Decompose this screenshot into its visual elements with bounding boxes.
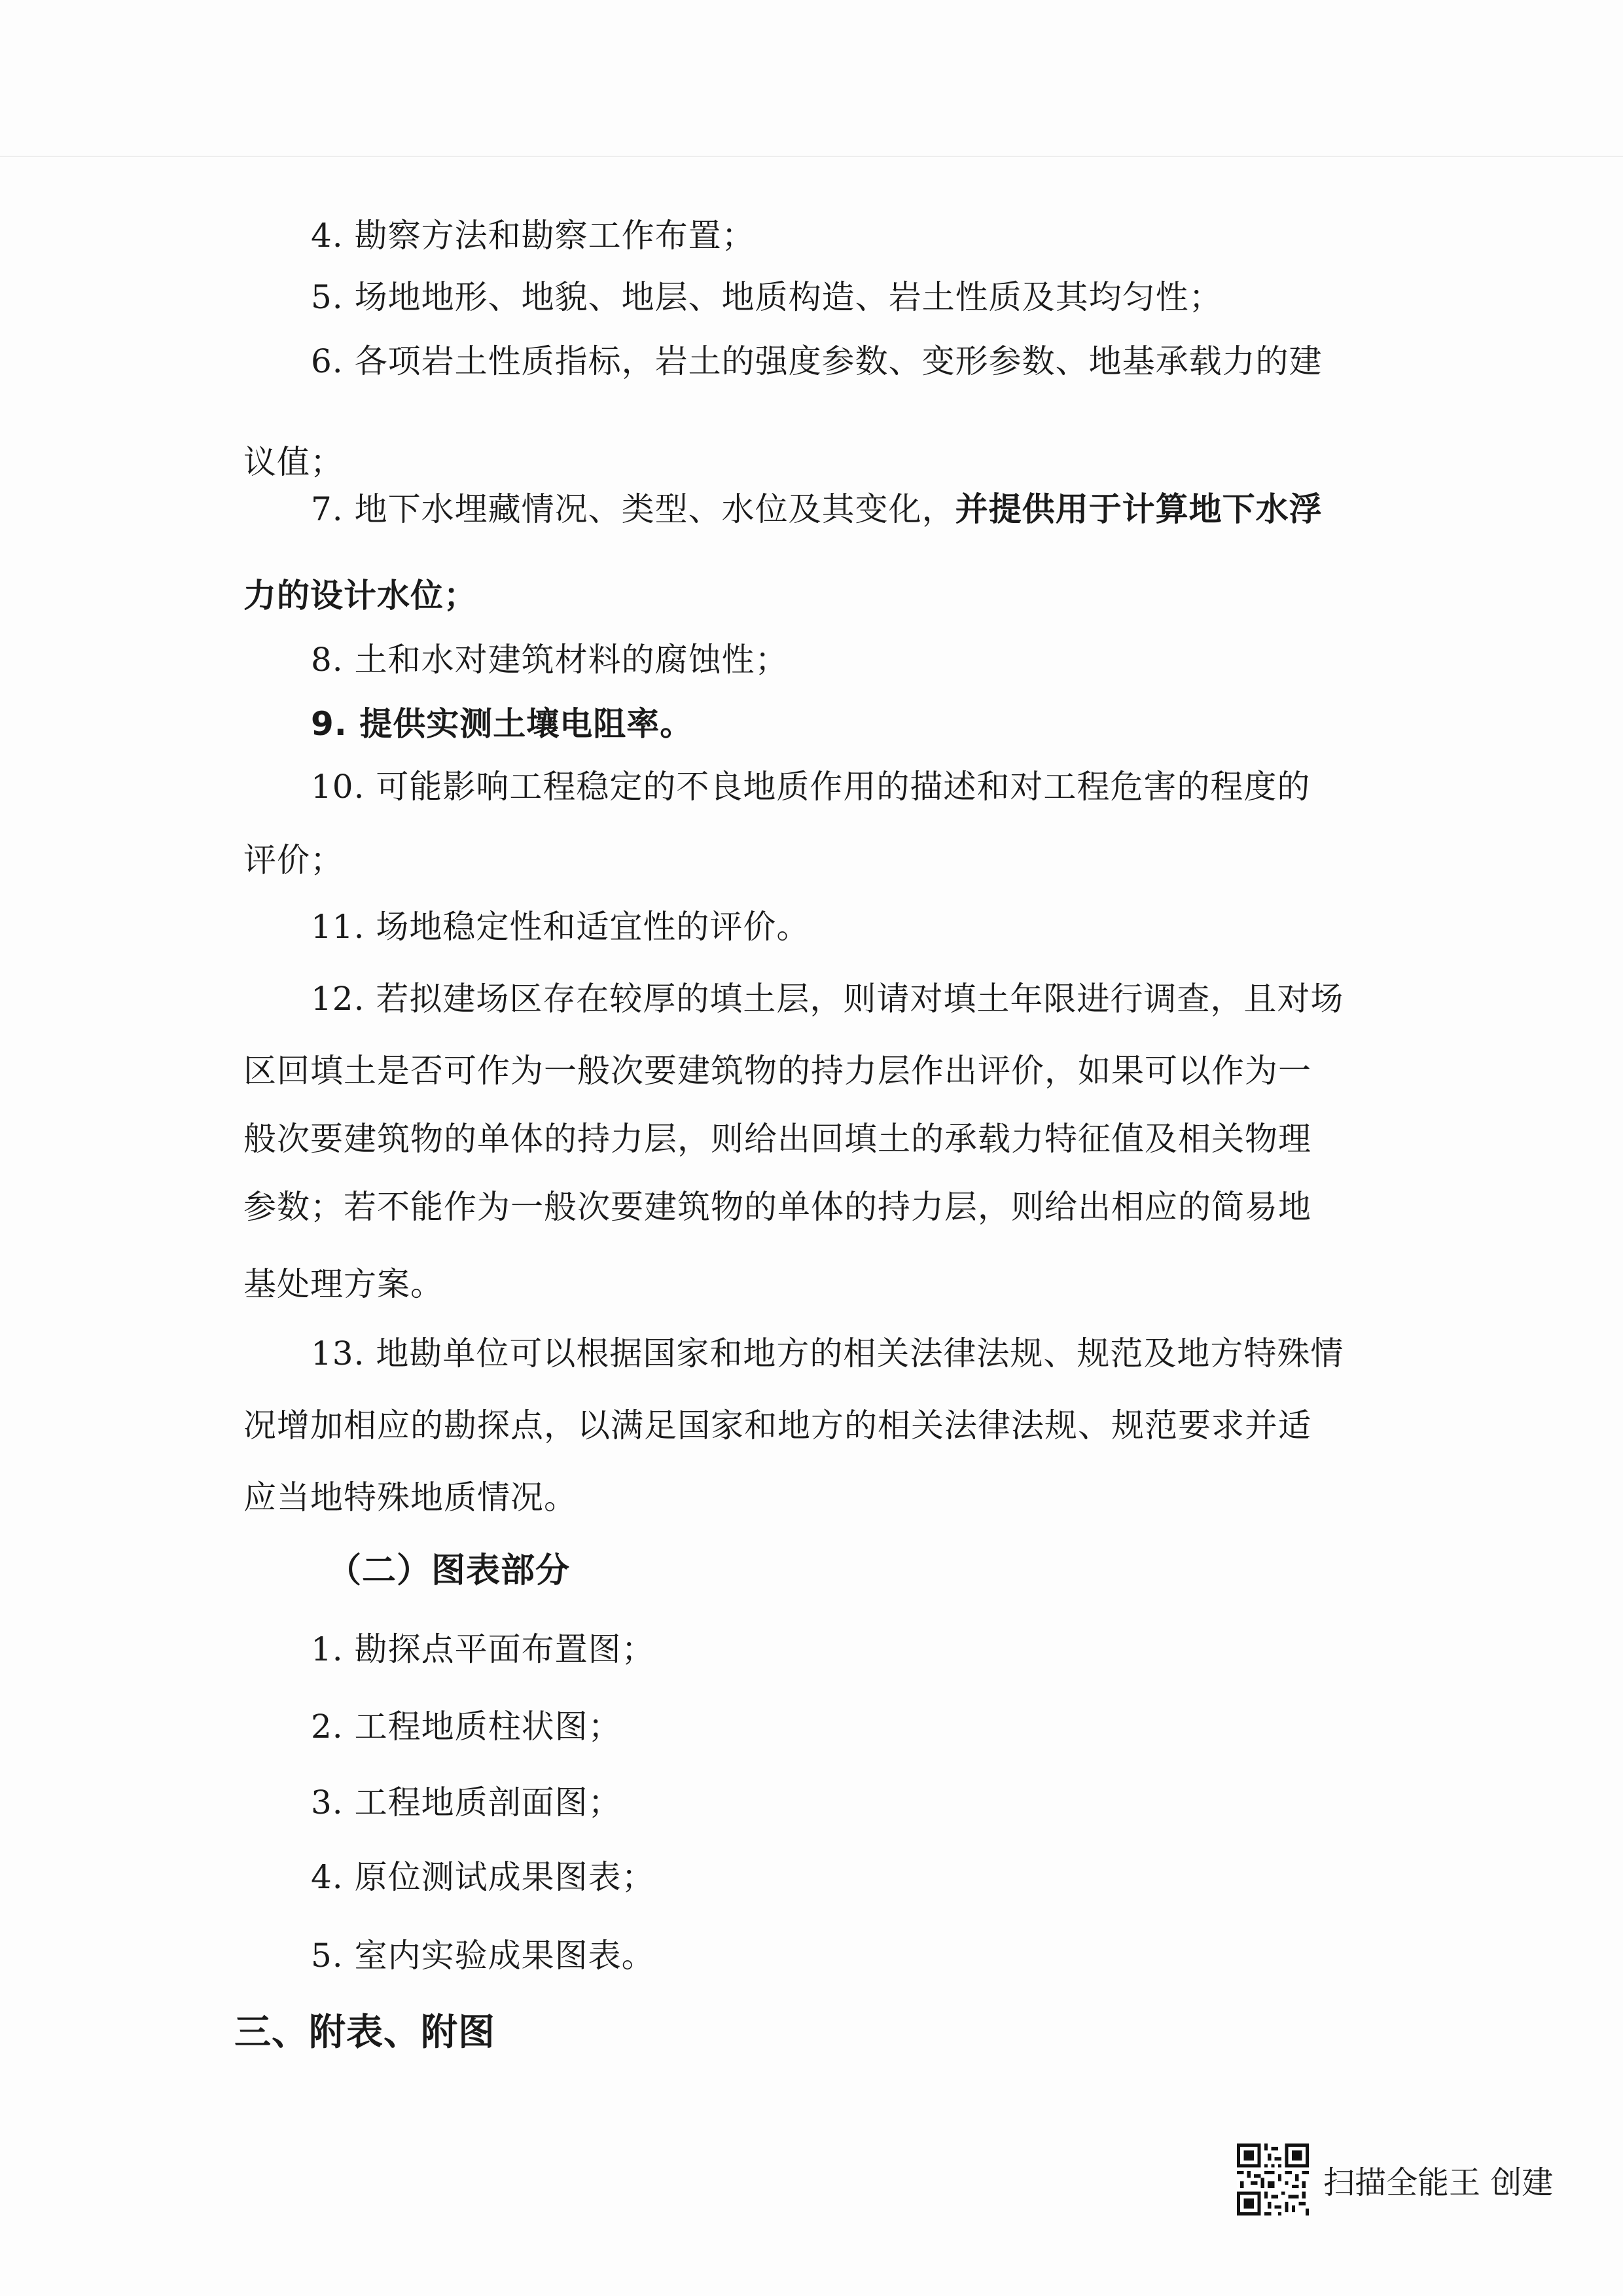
list-item: 10. 可能影响工程稳定的不良地质作用的描述和对工程危害的程度的: [311, 768, 1311, 806]
scan-edge-divider: [0, 156, 1623, 157]
list-item: 5. 室内实验成果图表。: [311, 1937, 655, 1975]
list-item: 6. 各项岩土性质指标，岩土的强度参数、变形参数、地基承载力的建: [311, 342, 1323, 380]
list-item-continuation: 基处理方案。: [243, 1265, 444, 1303]
list-item: 4. 原位测试成果图表；: [311, 1858, 655, 1896]
list-item: 4. 勘察方法和勘察工作布置；: [311, 217, 755, 255]
qr-code-icon: [1237, 2144, 1309, 2215]
list-item-bold-text: 并提供用于计算地下水浮: [955, 490, 1323, 528]
list-item: 5. 场地地形、地貌、地层、地质构造、岩土性质及其均匀性；: [311, 278, 1222, 316]
list-item: 2. 工程地质柱状图；: [311, 1708, 622, 1746]
list-item: 8. 土和水对建筑材料的腐蚀性；: [311, 641, 789, 679]
list-item-continuation: 评价；: [243, 841, 344, 879]
list-item-continuation: 议值；: [243, 443, 344, 481]
list-item-continuation: 区回填土是否可作为一般次要建筑物的持力层作出评价，如果可以作为一: [243, 1052, 1311, 1090]
section-subheading: （二）图表部分: [327, 1551, 571, 1590]
list-item: 11. 场地稳定性和适宜性的评价。: [311, 908, 810, 946]
list-item: 12. 若拟建场区存在较厚的填土层，则请对填土年限进行调查，且对场: [311, 980, 1344, 1018]
list-item-continuation: 况增加相应的勘探点，以满足国家和地方的相关法律法规、规范要求并适: [243, 1407, 1311, 1444]
list-item-text: 7. 地下水埋藏情况、类型、水位及其变化，: [311, 490, 955, 528]
list-item-continuation: 力的设计水位；: [243, 577, 477, 615]
section-heading: 三、附表、附图: [234, 2011, 495, 2054]
list-item-continuation: 般次要建筑物的单体的持力层，则给出回填土的承载力特征值及相关物理: [243, 1120, 1311, 1158]
list-item: 13. 地勘单位可以根据国家和地方的相关法律法规、规范及地方特殊情: [311, 1335, 1344, 1372]
list-item-continuation: 应当地特殊地质情况。: [243, 1479, 577, 1516]
list-item: [311, 490, 1323, 529]
scanner-watermark: [1237, 2144, 1553, 2215]
list-item-continuation: 参数；若不能作为一般次要建筑物的单体的持力层，则给出相应的简易地: [243, 1188, 1311, 1226]
list-item: 9. 提供实测土壤电阻率。: [311, 705, 694, 743]
list-item: 3. 工程地质剖面图；: [311, 1784, 622, 1821]
scanner-brand-label: 扫描全能王 创建: [1323, 2164, 1554, 2201]
list-item: 1. 勘探点平面布置图；: [311, 1630, 655, 1668]
